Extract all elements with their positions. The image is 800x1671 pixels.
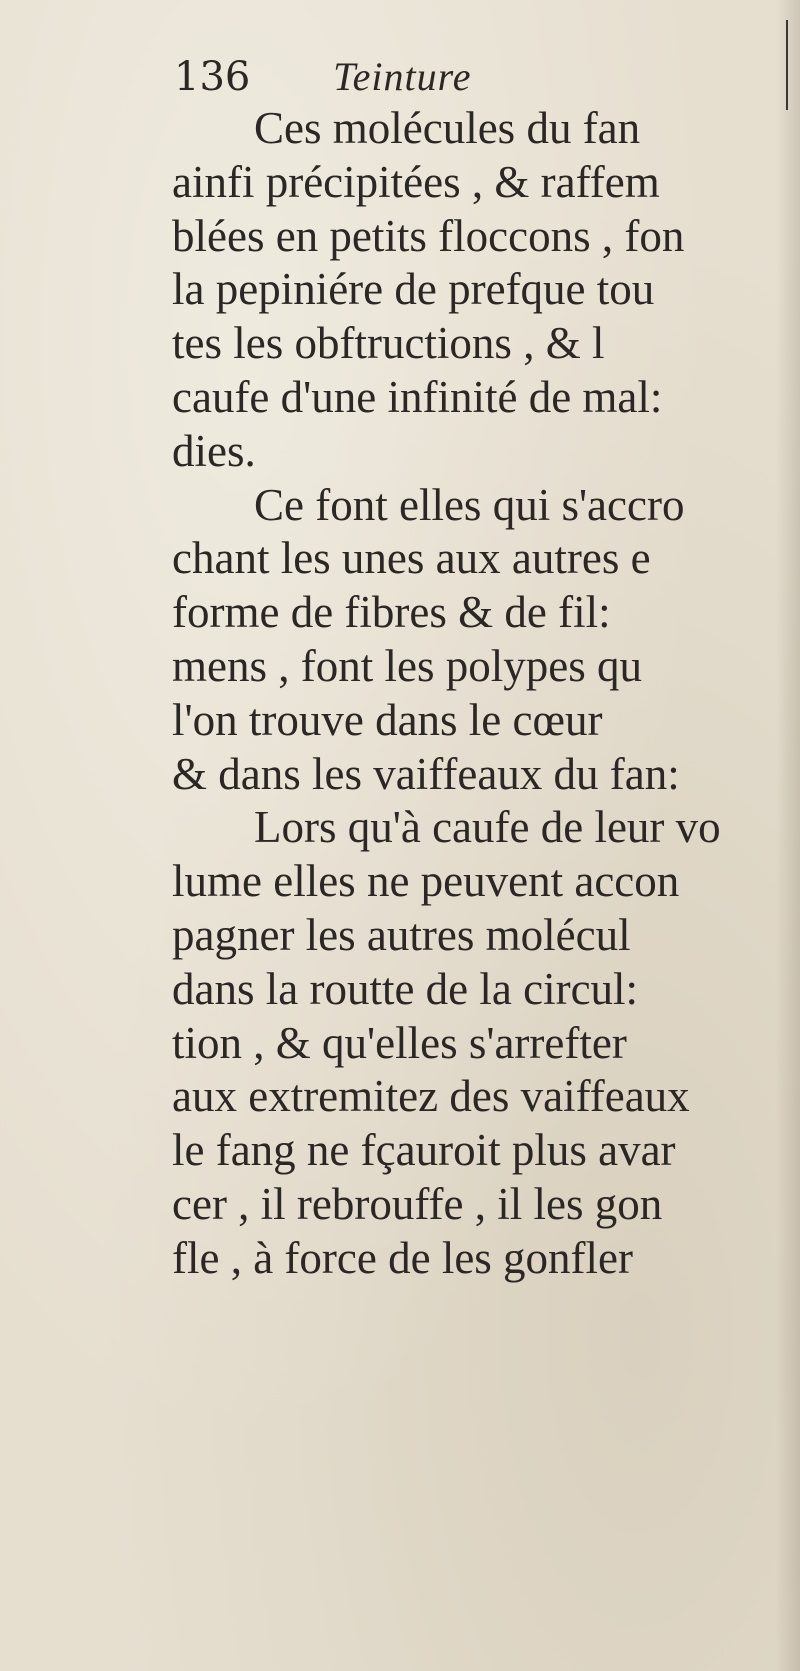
text-line: dans la routte de la circul: (172, 963, 639, 1014)
text-line: tion , & qu'elles s'arrefter (172, 1017, 627, 1068)
page-header (174, 52, 734, 102)
text-line: cer , il rebrouffe , il les gon (172, 1178, 663, 1229)
page-number: 136 (174, 54, 251, 100)
text-line: la pepiniére de prefque tou (172, 264, 655, 315)
text-line: Lors qu'à caufe de leur vo (254, 802, 721, 853)
text-line: le fang ne fçauroit plus avar (172, 1125, 676, 1176)
text-line: lume elles ne peuvent accon (172, 856, 680, 907)
text-line: chant les unes aux autres e (172, 533, 651, 584)
text-line: dies. (172, 425, 256, 476)
text-line: Ce font elles qui s'accro (254, 479, 685, 530)
text-line: tes les obftructions , & l (172, 318, 605, 369)
running-title: Teinture (333, 54, 472, 99)
page-fold-line (786, 20, 788, 110)
text-line: caufe d'une infinité de mal: (172, 371, 663, 422)
text-line: l'on trouve dans le cœur (172, 694, 603, 745)
text-line: blées en petits floccons , fon (172, 210, 685, 261)
text-line: forme de fibres & de fil: (172, 587, 611, 638)
text-line: ainfi précipitées , & raffem (172, 156, 660, 207)
body-text (172, 102, 788, 1286)
text-line: aux extremitez des vaiffeaux (172, 1071, 690, 1122)
text-line: fle , à force de les gonfler (172, 1232, 634, 1283)
text-line: mens , font les polypes qu (172, 640, 642, 691)
text-line: & dans les vaiffeaux du fan: (172, 748, 680, 799)
text-line: Ces molécules du fan (254, 103, 641, 153)
text-line: pagner les autres molécul (172, 909, 631, 960)
